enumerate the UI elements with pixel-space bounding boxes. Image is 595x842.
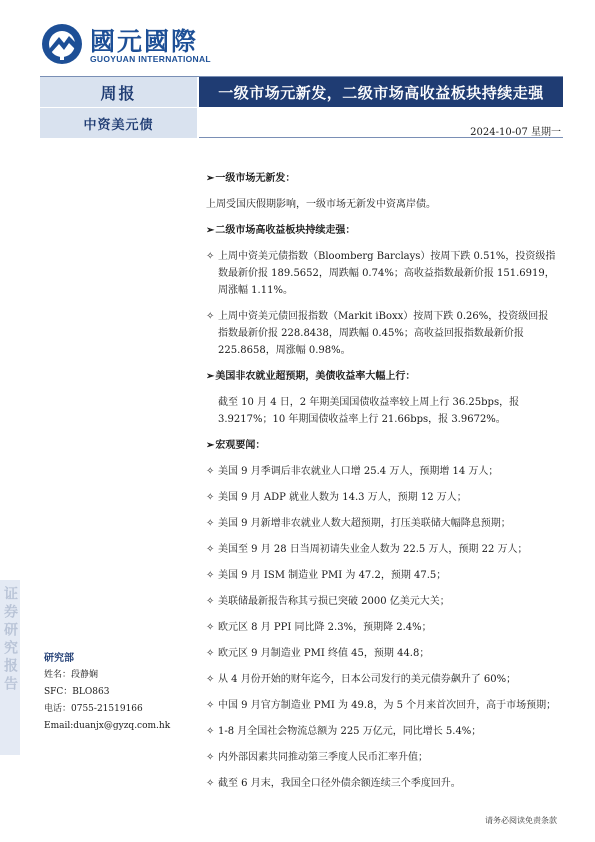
news-text: 美联储最新报告称其亏损已突破 2000 亿美元大关； [218, 596, 450, 607]
list-item [206, 671, 558, 688]
list-item [206, 645, 558, 662]
bullet-diamond-icon: ✧ [206, 648, 215, 659]
sector-label: 中资美元债 [40, 108, 197, 138]
logo-text-en: GUOYUAN INTERNATIONAL [90, 54, 211, 64]
bullet-text: 上周中资美元债回报指数（Markit iBoxx）按周下跌 0.26%，投资级回报指数最新价报 228.8438，周跌幅 0.45%；高收益回报指数最新价报 225.8658，周涨幅 0.98%。 [218, 311, 549, 356]
list-item [206, 308, 558, 359]
section-arrow-icon: ➢ [206, 225, 215, 236]
bullet-diamond-icon: ✧ [206, 544, 215, 555]
section-heading-macro-news: ➢宏观要闻： [206, 440, 266, 451]
bullet-diamond-icon: ✧ [206, 778, 215, 789]
list-item [206, 248, 558, 299]
list-item [206, 723, 558, 740]
bullet-diamond-icon: ✧ [206, 596, 215, 607]
logo-mark-icon [40, 22, 84, 66]
news-text: 从 4 月份开始的财年迄今，日本公司发行的美元债券飙升了 60%； [218, 674, 517, 685]
news-text: 1-8 月全国社会物流总额为 225 万亿元，同比增长 5.4%； [218, 726, 482, 737]
news-text: 美国 9 月 ADP 就业人数为 14.3 万人，预期 12 万人； [218, 492, 467, 503]
bullet-diamond-icon: ✧ [206, 674, 215, 685]
news-text: 欧元区 8 月 PPI 同比降 2.3%，预期降 2.4%； [218, 622, 432, 633]
researcher-name: 姓名：段静娴 [44, 670, 99, 680]
list-item [206, 541, 558, 558]
bullet-diamond-icon: ✧ [206, 570, 215, 581]
report-type-label: 周报 [40, 77, 197, 107]
list-item [206, 749, 558, 766]
list-item [206, 515, 558, 532]
news-text: 中国 9 月官方制造业 PMI 为 49.8，为 5 个月来首次回升，高于市场预期； [218, 700, 557, 711]
section-arrow-icon: ➢ [206, 440, 215, 451]
news-text: 欧元区 9 月制造业 PMI 终值 45，预期 44.8； [218, 648, 430, 659]
list-item [206, 593, 558, 610]
news-text: 截至 6 月末，我国全口径外债余额连续三个季度回升。 [218, 778, 461, 789]
list-item [206, 489, 558, 506]
bullet-diamond-icon: ✧ [206, 251, 215, 262]
bullet-diamond-icon: ✧ [206, 700, 215, 711]
bullet-diamond-icon: ✧ [206, 518, 215, 529]
list-item [206, 697, 558, 714]
primary-market-text: 上周受国庆假期影响，一级市场无新发中资离岸债。 [206, 199, 436, 210]
list-item [206, 775, 558, 792]
us-treasury-text: 截至 10 月 4 日，2 年期美国国债收益率较上周上行 36.25bps，报 3.9217%；10 年期国债收益率上行 21.66bps，报 3.9672%。 [218, 397, 520, 425]
section-heading-us-treasury: ➢美国非农就业超预期，美债收益率大幅上行： [206, 371, 416, 382]
bullet-text: 上周中资美元债指数（Bloomberg Barclays）按周下跌 0.51%，投资级指数最新价报 189.5652，周跌幅 0.74%；高收益指数最新价报 151.6919，周涨幅 1.11%。 [218, 251, 556, 296]
macro-news-list [206, 463, 558, 792]
researcher-sfc: SFC：BLO863 [44, 687, 110, 697]
company-logo [40, 22, 230, 70]
bullet-diamond-icon: ✧ [206, 622, 215, 633]
report-date: 2024-10-07 星期一 [470, 127, 561, 138]
report-title: 一级市场元新发，二级市场高收益板块持续走强 [199, 77, 563, 107]
report-body [206, 170, 558, 801]
researcher-info [44, 650, 184, 735]
news-text: 美国 9 月季调后非农就业人口增 25.4 万人，预期增 14 万人； [218, 466, 499, 477]
section-heading-secondary-market: ➢二级市场高收益板块持续走强： [206, 225, 356, 236]
section-arrow-icon: ➢ [206, 371, 215, 382]
news-text: 美国至 9 月 28 日当周初请失业金人数为 22.5 万人，预期 22 万人； [218, 544, 528, 555]
logo-text-cn: 國元國際 [90, 27, 199, 56]
bullet-diamond-icon: ✧ [206, 311, 215, 322]
bullet-diamond-icon: ✧ [206, 492, 215, 503]
list-item [206, 463, 558, 480]
section-heading-primary-market: ➢一级市场无新发： [206, 173, 296, 184]
news-text: 美国 9 月 ISM 制造业 PMI 为 47.2，预期 47.5； [218, 570, 447, 581]
news-text: 美国 9 月新增非农就业人数大超预期，打压美联储大幅降息预期； [218, 518, 511, 529]
list-item [206, 567, 558, 584]
news-text: 内外部因素共同推动第三季度人民币汇率升值； [218, 752, 428, 763]
researcher-phone: 电话：0755-21519166 [44, 704, 143, 714]
list-item [206, 619, 558, 636]
disclaimer-note: 请务必阅读免责条款 [485, 816, 557, 825]
researcher-email[interactable]: Email:duanjx@gyzq.com.hk [44, 721, 171, 731]
side-tab-text: 证券研究报告 [2, 586, 18, 694]
bullet-diamond-icon: ✧ [206, 726, 215, 737]
bullet-diamond-icon: ✧ [206, 466, 215, 477]
researcher-title: 研究部 [44, 653, 74, 664]
side-tab [0, 580, 20, 755]
section-arrow-icon: ➢ [206, 173, 215, 184]
bullet-diamond-icon: ✧ [206, 752, 215, 763]
